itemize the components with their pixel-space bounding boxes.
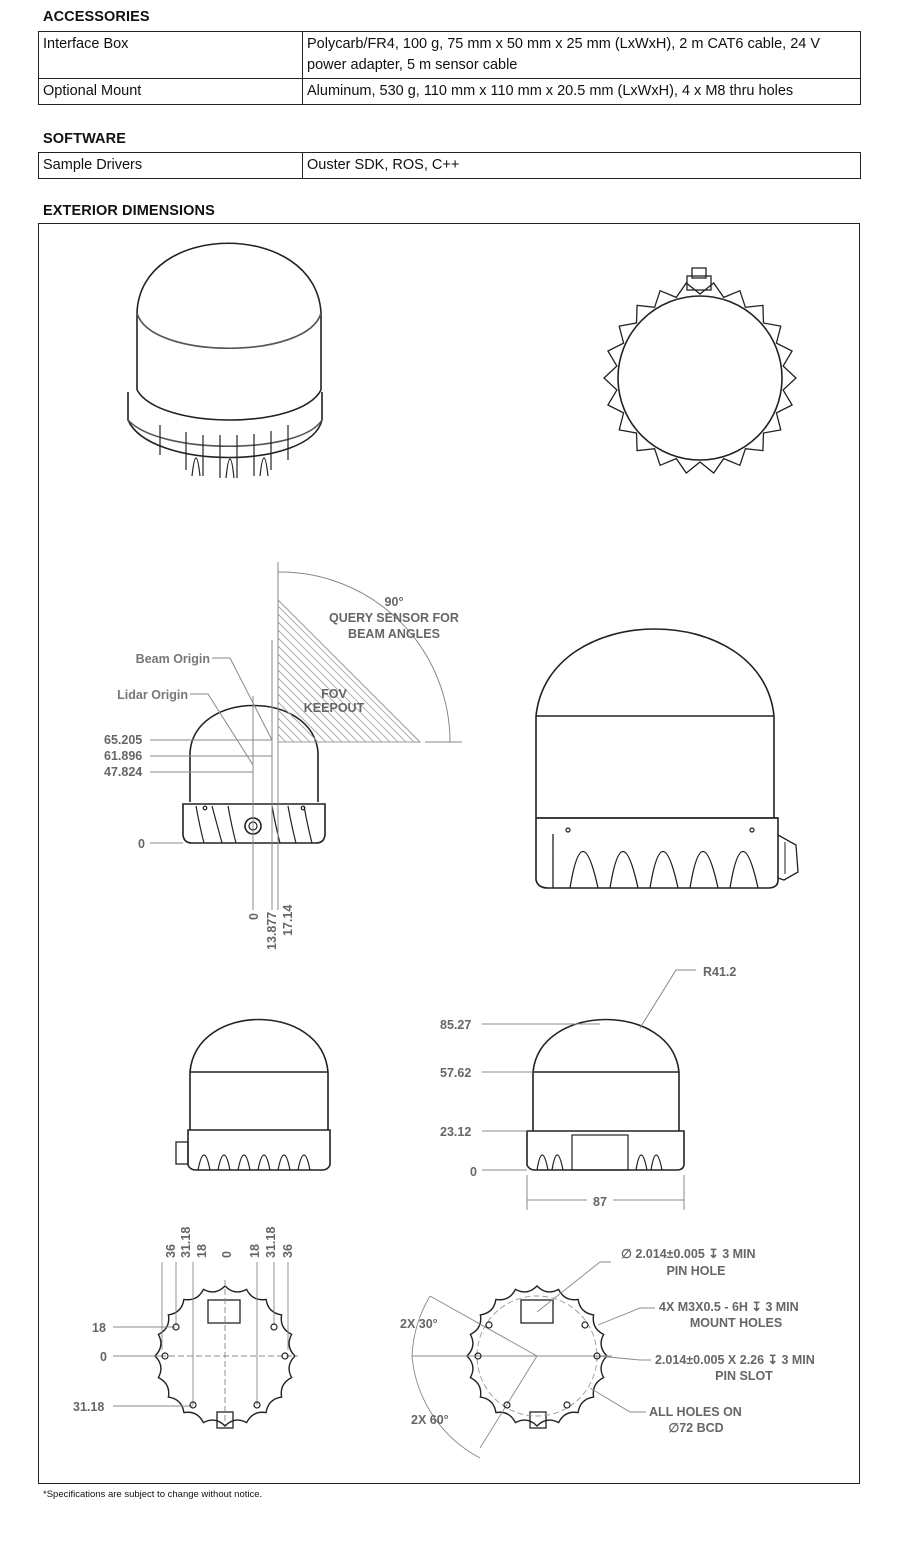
keepout-label: KEEPOUT — [303, 701, 365, 715]
software-heading: SOFTWARE — [43, 131, 126, 147]
accessories-heading: ACCESSORIES — [43, 9, 150, 25]
hole-pattern-view — [467, 1286, 607, 1428]
x-13-label: 13.877 — [265, 911, 279, 950]
table-cell-label: Sample Drivers — [39, 153, 303, 179]
iso-view — [128, 243, 322, 478]
side-view-small — [176, 1020, 330, 1171]
lidar-origin-label: Lidar Origin — [117, 688, 188, 702]
pin-hole-label: PIN HOLE — [666, 1264, 726, 1278]
angle-30-label: 2X 30° — [400, 1317, 438, 1331]
height-zero-label: 0 — [470, 1165, 477, 1179]
table-cell-value: Ouster SDK, ROS, C++ — [303, 153, 861, 179]
profile-view — [527, 1020, 684, 1171]
table-cell-label: Optional Mount — [39, 79, 303, 105]
height-23-label: 23.12 — [440, 1125, 472, 1139]
tick-label: 0 — [220, 1251, 234, 1258]
angle-label: 90° — [384, 595, 404, 609]
fov-label: FOV — [321, 687, 347, 701]
pin-slot-spec: 2.014±0.005 X 2.26 ↧ 3 MIN — [655, 1353, 815, 1367]
tick-label: 36 — [281, 1244, 295, 1258]
mount-holes-label: MOUNT HOLES — [689, 1316, 783, 1330]
front-view — [536, 629, 798, 888]
side-view — [183, 706, 325, 844]
pin-slot-label: PIN SLOT — [715, 1369, 773, 1383]
pin-hole-spec: ∅ 2.014±0.005 ↧ 3 MIN — [621, 1247, 756, 1261]
bcd-label: ∅72 BCD — [668, 1421, 724, 1435]
tick-label: 31.18 — [73, 1400, 105, 1414]
hole-view-labels — [400, 1247, 815, 1435]
x-0-label: 0 — [247, 913, 261, 920]
tick-label: 36 — [164, 1244, 178, 1258]
tick-label: 31.18 — [179, 1226, 193, 1258]
exterior-dimensions-heading: EXTERIOR DIMENSIONS — [43, 203, 215, 219]
table-cell-value: Polycarb/FR4, 100 g, 75 mm x 50 mm x 25 mm (LxWxH), 2 m CAT6 cable, 24 V power adapter, 5 m sensor cable — [303, 32, 861, 79]
height-61-label: 61.896 — [104, 749, 143, 763]
height-0-label: 0 — [138, 837, 145, 851]
radius-label: R41.2 — [703, 965, 737, 979]
query-sensor-label: QUERY SENSOR FOR — [329, 611, 459, 625]
tick-label: 0 — [100, 1350, 107, 1364]
tick-label: 18 — [92, 1321, 106, 1335]
angle-60-label: 2X 60° — [411, 1413, 449, 1427]
tick-label: 18 — [195, 1244, 209, 1258]
profile-view-labels — [440, 965, 736, 1209]
mount-holes-spec: 4X M3X0.5 - 6H ↧ 3 MIN — [659, 1300, 799, 1314]
table-cell-value: Aluminum, 530 g, 110 mm x 110 mm x 20.5 mm (LxWxH), 4 x M8 thru holes — [303, 79, 861, 105]
beam-angles-label: BEAM ANGLES — [348, 627, 440, 641]
height-65-label: 65.205 — [104, 733, 143, 747]
height-47-label: 47.824 — [104, 765, 143, 779]
top-view — [604, 268, 796, 473]
tick-label: 31.18 — [264, 1226, 278, 1258]
table-cell-label: Interface Box — [39, 32, 303, 79]
beam-origin-label: Beam Origin — [135, 652, 210, 666]
height-57-label: 57.62 — [440, 1066, 472, 1080]
width-label: 87 — [593, 1195, 607, 1209]
bottom-view-labels — [73, 1227, 295, 1414]
footnote: *Specifications are subject to change without notice. — [43, 1489, 263, 1500]
tick-label: 18 — [248, 1244, 262, 1258]
height-85-label: 85.27 — [440, 1018, 472, 1032]
x-17-label: 17.14 — [281, 904, 295, 936]
bcd-spec: ALL HOLES ON — [649, 1405, 742, 1419]
